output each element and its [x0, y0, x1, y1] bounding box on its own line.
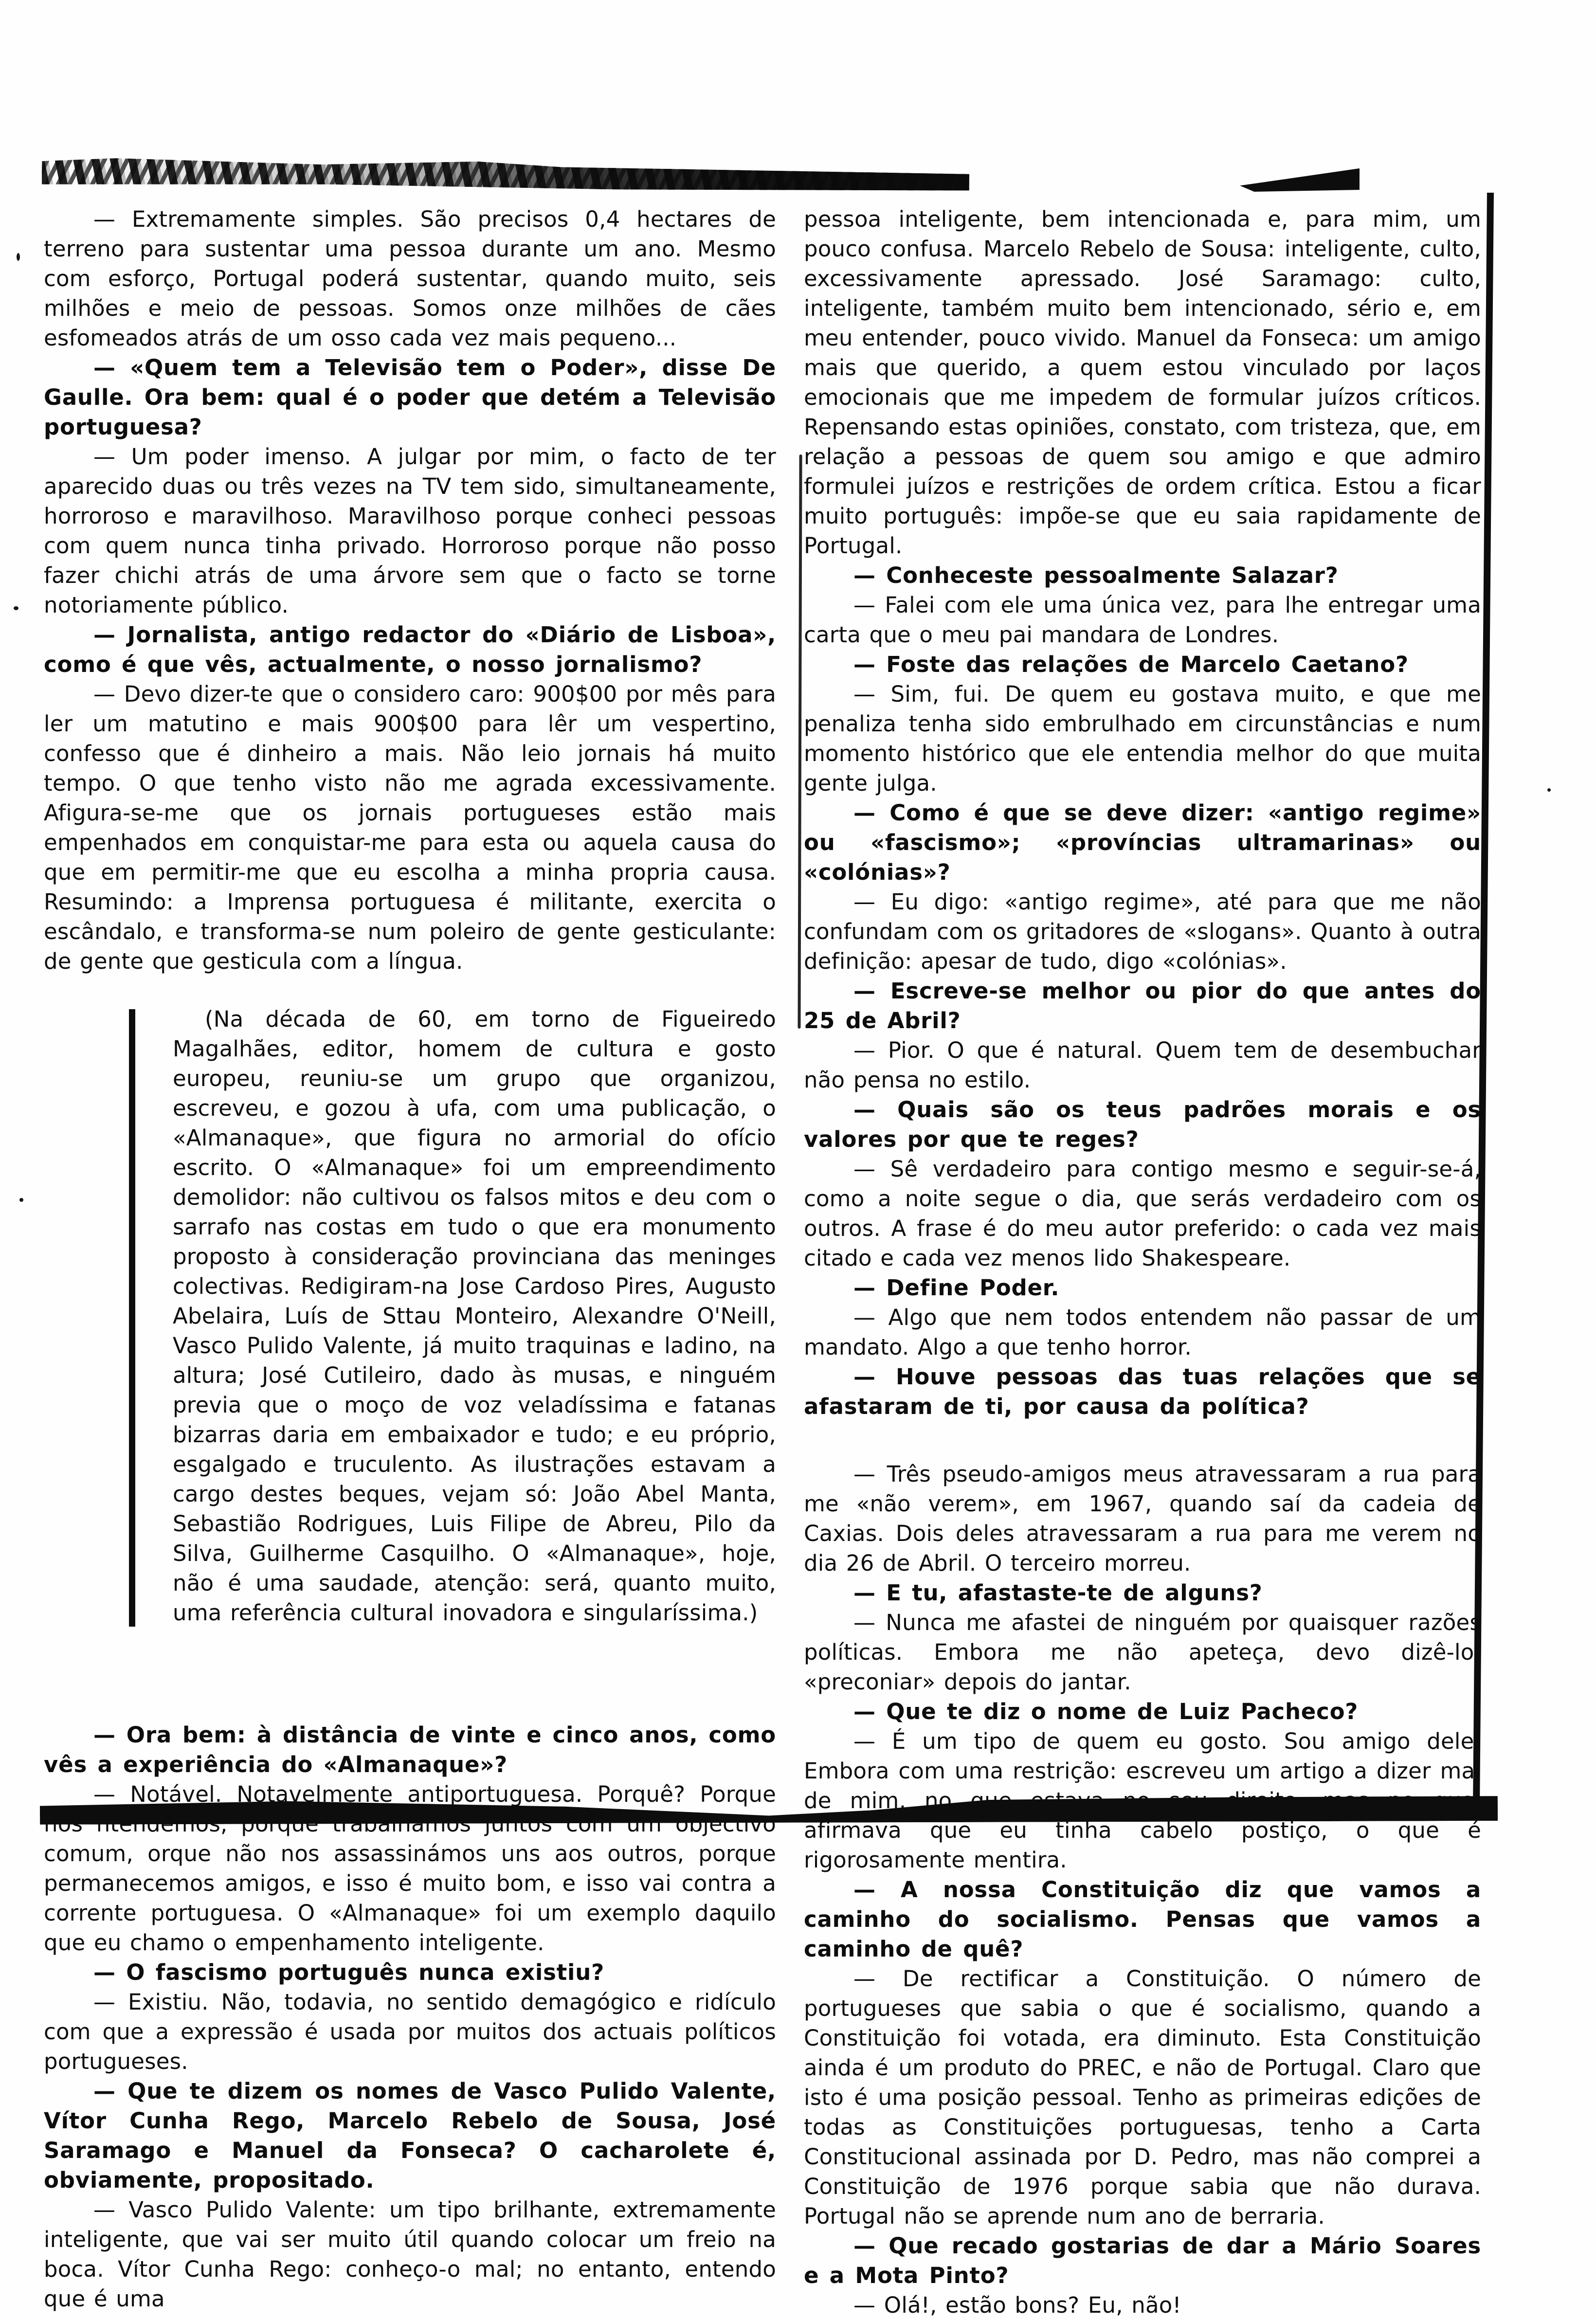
answer-paragraph: — É um tipo de quem eu gosto. Sou amigo dele. Embora com uma restrição: escreveu um artigo a dizer mal de mim, no que estava no seu direito, mas no qual afirmava que eu tinha cabelo postiço, o que é rigorosamente mentira. — [804, 1728, 1481, 1873]
question-paragraph: — Quais são os teus padrões morais e os valores por que te reges? — [804, 1097, 1481, 1152]
answer-paragraph: — Sê verdadeiro para contigo mesmo e seguir-se-á, como a noite segue o dia, que serás verdadeiro com os outros. A frase é do meu autor preferido: o cada vez mais citado e cada vez menos lido Shakespeare. — [804, 1156, 1481, 1271]
question-paragraph: — Jornalista, antigo redactor do «Diário de Lisboa», como é que vês, actualmente, o nosso jornalismo? — [44, 622, 776, 677]
answer-paragraph: pessoa inteligente, bem intencionada e, para mim, um pouco confusa. Marcelo Rebelo de Sousa: inteligente, culto, excessivamente apressado. José Saramago: culto, inteligente, também muito bem intencionado, sério e, em meu entender, pouco vivido. Manuel da Fonseca: um amigo mais que querido, a quem estou vinculado por laços emocionais que me impedem de formular juízos críticos. Repensando estas opiniões, constato, com tristeza, que, em relação a pessoas de quem sou amigo e que admiro formulei juízos e restrições de ordem crítica. Estou a ficar muito português: impõe-se que eu saia rapidamente de Portugal. — [804, 206, 1481, 559]
right-column — [804, 204, 1481, 2320]
question-paragraph: — Houve pessoas das tuas relações que se afastaram de ti, por causa da política? — [804, 1364, 1481, 1419]
question-paragraph: — Foste das relações de Marcelo Caetano? — [853, 652, 1409, 677]
answer-paragraph: — Falei com ele uma única vez, para lhe entregar uma carta que o meu pai mandara de Londres. — [804, 592, 1481, 648]
scan-speck — [1547, 788, 1551, 792]
answer-paragraph: — Extremamente simples. São precisos 0,4 hectares de terreno para sustentar uma pessoa durante um ano. Mesmo com esforço, Portugal poderá sustentar, quando muito, seis milhões e meio de pessoas. Somos onze milhões de cães esfomeados atrás de um osso cada vez mais pequeno... — [44, 206, 776, 351]
question-paragraph: — Conheceste pessoalmente Salazar? — [853, 562, 1339, 588]
scan-crease-line — [798, 454, 802, 1029]
question-paragraph: — «Quem tem a Televisão tem o Poder», disse De Gaulle. Ora bem: qual é o poder que detém a Televisão portuguesa? — [44, 355, 776, 440]
question-paragraph: — Ora bem: à distância de vinte e cinco anos, como vês a experiência do «Almanaque»? — [44, 1722, 776, 1777]
answer-paragraph: — Pior. O que é natural. Quem tem de desembuchar não pensa no estilo. — [804, 1037, 1481, 1093]
answer-paragraph: — Devo dizer-te que o considero caro: 900$00 por mês para ler um matutino e mais 900$00 para lêr um vespertino, confesso que é dinheiro a mais. Não leio jornais há muito tempo. O que tenho visto não me agrada excessivamente. Afigura-se-me que os jornais portugueses estão mais empenhados em conquistar-me para esta ou aquela causa do que em permitir-me que eu escolha a minha propria causa. Resumindo: a Imprensa portuguesa é militante, exercita o escândalo, e transforma-se num poleiro de gente gesticulante: de gente que gesticula com a língua. — [44, 681, 776, 974]
question-paragraph: — Define Poder. — [853, 1275, 1060, 1301]
answer-paragraph: — Sim, fui. De quem eu gostava muito, e que me penaliza tenha sido embrulhado em circunstâncias e num momento histórico que ele entendia melhor do que muita gente julga. — [804, 681, 1481, 796]
answer-paragraph: — Eu digo: «antigo regime», até para que me não confundam com os gritadores de «slogans». Quanto à outra definição: apesar de tudo, digo «colónias». — [804, 889, 1481, 974]
scan-speck — [17, 253, 20, 261]
answer-paragraph: — Um poder imenso. A julgar por mim, o facto de ter aparecido duas ou três vezes na TV tem sido, simultaneamente, horroroso e maravilhoso. Maravilhoso porque conheci pessoas com quem nunca tinha privado. Horroroso porque não posso fazer chichi atrás de uma árvore sem que o facto se torne notoriamente público. — [44, 444, 776, 618]
question-paragraph: — Que te dizem os nomes de Vasco Pulido Valente, Vítor Cunha Rego, Marcelo Rebelo de Sousa, José Saramago e Manuel da Fonseca? O cacharolete é, obviamente, propositado. — [44, 2078, 776, 2193]
answer-paragraph: — Olá!, estão bons? Eu, não! — [853, 2292, 1181, 2318]
answer-paragraph: — De rectificar a Constituição. O número de portugueses que sabia o que é socialismo, quando a Constituição foi votada, era diminuto. Esta Constituição ainda é um produto do PREC, e não de Portugal. Claro que isto é uma posição pessoal. Tenho as primeiras edições de todas as Constituições portuguesas, tenho a Carta Constitucional assinada por D. Pedro, mas não comprei a Constituição de 1976 porque sabia que não durava. Portugal não se aprende num ano de berraria. — [804, 1966, 1481, 2229]
answer-paragraph: — Nunca me afastei de ninguém por quaisquer razões políticas. Embora me não apeteça, devo dizê-lo, «preconiar» depois do jantar. — [804, 1610, 1481, 1695]
scan-smudge-wedge — [1240, 168, 1360, 192]
answer-paragraph: — Algo que nem todos entendem não passar de um mandato. Algo a que tenho horror. — [804, 1305, 1481, 1360]
scan-speck — [19, 1198, 23, 1202]
question-paragraph: — E tu, afastaste-te de alguns? — [853, 1580, 1263, 1606]
question-paragraph: — O fascismo português nunca existiu? — [93, 1959, 605, 1985]
answer-paragraph: — Três pseudo-amigos meus atravessaram a rua para me «não verem», em 1967, quando saí da cadeia de Caxias. Dois deles atravessaram a rua para me verem no dia 26 de Abril. O terceiro morreu. — [804, 1461, 1481, 1576]
aside-paragraph: (Na década de 60, em torno de Figueiredo Magalhães, editor, homem de cultura e gosto europeu, reuniu-se um grupo que organizou, escreveu, e gozou à ufa, com uma publicação, o «Almanaque», que figura no armorial do ofício escrito. O «Almanaque» foi um empreendimento demolidor: não cultivou os falsos mitos e deu com o sarrafo nas costas em tudo o que era monumento proposto à consideração provinciana das meninges colectivas. Redigiram-na Jose Cardoso Pires, Augusto Abelaira, Luís de Sttau Monteiro, Alexandre O'Neill, Vasco Pulido Valente, já muito traquinas e ladino, na altura; José Cutileiro, dado às musas, e ninguém previa que o moço de voz veladíssima e fatanas bizarras daria em embaixador e tudo; e eu próprio, esgalgado e truculento. As ilustrações estavam a cargo destes beques, vejam só: João Abel Manta, Sebastião Rodrigues, Luis Filipe de Abreu, Pilo da Silva, Guilherme Casquilho. O «Almanaque», hoje, não é uma saudade, atenção: será, quanto muito, uma referência cultural inovadora e singularíssima.) — [173, 1004, 776, 1628]
question-paragraph: — Como é que se deve dizer: «antigo regime» ou «fascismo»; «províncias ultramarinas» ou «colónias»? — [804, 800, 1481, 885]
question-paragraph: — A nossa Constituição diz que vamos a caminho do socialismo. Pensas que vamos a caminho de quê? — [804, 1877, 1481, 1962]
left-column — [44, 204, 776, 2314]
question-paragraph: — Que recado gostarias de dar a Mário Soares e a Mota Pinto? — [804, 2233, 1481, 2288]
question-paragraph: — Escreve-se melhor ou pior do que antes do 25 de Abril? — [804, 978, 1481, 1033]
question-paragraph: — Que te diz o nome de Luiz Pacheco? — [853, 1699, 1359, 1724]
scan-smudge-top — [42, 158, 969, 192]
scan-speck — [14, 606, 18, 610]
answer-paragraph: — Existiu. Não, todavia, no sentido demagógico e ridículo com que a expressão é usada por muitos dos actuais políticos portugueses. — [44, 1989, 776, 2074]
answer-paragraph: — Notável. Notavelmente antiportuguesa. Porquê? Porque nos ntendemos, porque trabalhamos juntos com um objectivo comum, orque não nos assassinámos uns aos outros, porque permanecemos amigos, e isso é muito bom, e isso vai contra a corrente portuguesa. O «Almanaque» foi um exemplo daquilo que eu chamo o empenhamento inteligente. — [44, 1781, 776, 1956]
answer-paragraph: — Vasco Pulido Valente: um tipo brilhante, extremamente inteligente, que vai ser muito útil quando colocar um freio na boca. Vítor Cunha Rego: conheço-o mal; no entanto, entendo que é uma — [44, 2197, 776, 2312]
